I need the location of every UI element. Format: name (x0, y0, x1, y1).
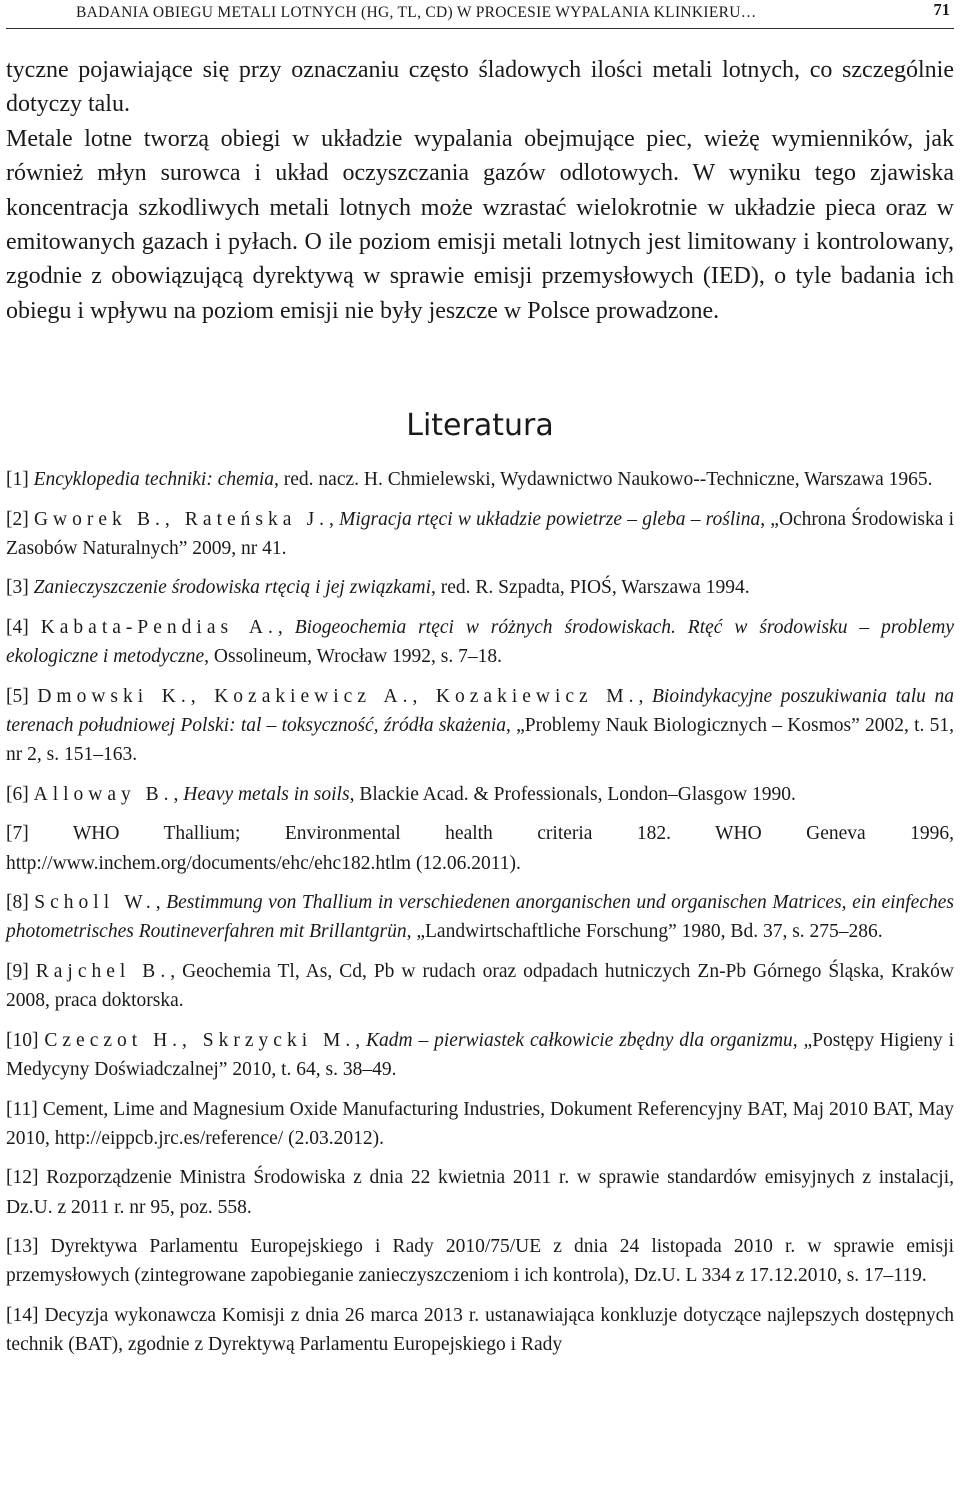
reference-number: [13] (6, 1236, 51, 1258)
paragraph-continuation: tyczne pojawiające się przy oznaczaniu często śladowych ilości metali lotnych, co szczególnie dotyczy talu. (6, 57, 954, 118)
reference-number: [7] (6, 823, 73, 845)
reference-number: [3] (6, 577, 34, 599)
body-text (6, 53, 954, 328)
reference-item-1 (6, 465, 954, 494)
reference-details: Cement, Lime and Magnesium Oxide Manufacturing Industries, Dokument Referencyjny BAT, Maj 2010 BAT, May 2010, http://eippcb.jrc.es/reference/ (2.03.2012). (6, 1098, 954, 1149)
reference-item-3 (6, 573, 954, 602)
reference-number: [12] (6, 1167, 47, 1189)
reference-details: , red. nacz. H. Chmielewski, Wydawnictwo Naukowo--Techniczne, Warszawa 1965. (274, 469, 933, 490)
reference-number: [4] (6, 616, 41, 638)
reference-title: Heavy metals in soils (183, 783, 350, 805)
reference-details: Rozporządzenie Ministra Środowiska z dnia 22 kwietnia 2011 r. w sprawie standardów emisyjnych z instalacji, Dz.U. z 2011 r. nr 95, poz. 558. (6, 1167, 954, 1218)
running-header (6, 0, 954, 29)
reference-number: [5] (6, 685, 38, 707)
reference-separator: , (277, 616, 295, 638)
reference-title: Bioindykacyjne poszukiwania talu na terenach południowej Polski: tal – toksyczność, źródła skażenia (6, 685, 955, 736)
reference-item-14 (6, 1301, 954, 1359)
reference-number: [2] (6, 508, 34, 530)
reference-authors: Dmowski K., Kozakiewicz A., Kozakiewicz M. (37, 685, 639, 707)
reference-number: [6] (6, 783, 34, 805)
reference-item-7 (6, 819, 954, 877)
reference-item-9 (6, 957, 954, 1015)
reference-item-13 (6, 1232, 954, 1290)
page-number: 71 (933, 0, 950, 19)
reference-number: [10] (6, 1029, 45, 1051)
reference-item-6 (6, 780, 954, 809)
reference-separator: , (638, 685, 653, 707)
reference-number: [1] (6, 469, 34, 490)
reference-number: [14] (6, 1304, 45, 1326)
reference-details: Decyzja wykonawcza Komisji z dnia 26 marca 2013 r. ustanawiająca konkluzje dotyczące najlepszych dostępnych technik (BAT), zgodnie z Dyrektywą Parlamentu Europejskiego i Rady (6, 1304, 954, 1356)
reference-authors: Gworek B., Rateńska J. (33, 508, 330, 530)
reference-separator: , (155, 892, 167, 914)
reference-item-4 (6, 613, 954, 671)
running-title: BADANIA OBIEGU METALI LOTNYCH (HG, TL, CD) W PROCESIE WYPALANIA KLINKIERU… (76, 4, 757, 21)
reference-number: [9] (6, 960, 36, 982)
reference-item-11 (6, 1095, 954, 1153)
paragraph-metals-cycles: Metale lotne tworzą obiegi w układzie wypalania obejmujące piec, wieżę wymienników, jak również młyn surowca i układ oczyszczania gazów odlotowych. W wyniku tego zjawiska koncentracja szkodliwych metali lotnych może wzrastać wielokrotnie w układzie pieca oraz w emitowanych gazach i pyłach. O ile poziom emisji metali lotnych jest limitowany i kontrolowany, zgodnie z obowiązującą dyrektywą w sprawie emisji przemysłowych (IED), o tyle badania ich obiegu i wpływu na poziom emisji nie były jeszcze w Polsce prowadzone. (6, 125, 954, 324)
reference-authors: Alloway B. (33, 783, 174, 805)
reference-title: Biogeochemia rtęci w różnych środowiskach. Rtęć w środowisku – problemy ekologiczne i metodyczne (6, 616, 954, 668)
reference-authors: Rajchel B. (35, 960, 171, 982)
reference-item-2 (6, 505, 954, 563)
reference-title: Zanieczyszczenie środowiska rtęcią i jej związkami (33, 577, 431, 599)
reference-title: Migracja rtęci w układzie powietrze – gleba – roślina (339, 508, 761, 530)
reference-details: , „Postępy Higieny i Medycyny Doświadczalnej” 2010, t. 64, s. 38–49. (6, 1029, 954, 1080)
section-heading-literature: Literatura (406, 408, 554, 443)
reference-details: , „Landwirtschaftliche Forschung” 1980, Bd. 37, s. 275–286. (406, 921, 883, 943)
reference-separator: , (355, 1029, 367, 1051)
reference-authors: Czeczot H., Skrzycki M. (44, 1029, 356, 1051)
reference-details: , red. R. Szpadta, PIOŚ, Warszawa 1994. (431, 577, 750, 599)
reference-number: [11] (6, 1098, 43, 1120)
reference-list (6, 465, 954, 1370)
reference-details: , „Ochrona Środowiska i Zasobów Naturalnych” 2009, nr 41. (6, 508, 954, 559)
reference-separator: , (173, 783, 184, 805)
reference-authors: Kabata-Pendias A. (40, 616, 278, 638)
reference-title: Encyklopedia techniki: chemia (33, 469, 275, 490)
reference-item-10 (6, 1026, 954, 1084)
reference-details: Dyrektywa Parlamentu Europejskiego i Rady 2010/75/UE z dnia 24 listopada 2010 r. w sprawie emisji przemysłowych (zintegrowane zapobieganie zanieczyszczeniom i ich kontrola), Dz.U. L 334 z 17.12.2010, s. 17–119. (6, 1236, 954, 1287)
reference-details: , Geochemia Tl, As, Cd, Pb w rudach oraz odpadach hutniczych Zn-Pb Górnego Śląska, Kraków 2008, praca doktorska. (6, 960, 954, 1012)
reference-details: , „Problemy Nauk Biologicznych – Kosmos” 2002, t. 51, nr 2, s. 151–163. (6, 714, 954, 766)
reference-number: [8] (6, 892, 35, 914)
reference-item-8 (6, 888, 954, 946)
reference-details: , Ossolineum, Wrocław 1992, s. 7–18. (204, 646, 503, 668)
reference-details: WHO Thallium; Environmental health criteria 182. WHO Geneva 1996, http://www.inchem.org/documents/ehc/ehc182.htlm (12.06.2011). (6, 823, 954, 874)
reference-authors: Scholl W. (34, 892, 156, 914)
reference-title: Kadm – pierwiastek całkowicie zbędny dla organizmu (366, 1029, 793, 1051)
reference-separator: , (329, 508, 340, 530)
reference-details: , Blackie Acad. & Professionals, London–Glasgow 1990. (349, 783, 796, 805)
reference-item-12 (6, 1163, 954, 1221)
reference-title: Bestimmung von Thallium in verschiedenen anorganischen und organischen Matrices, ein einfeches photometrisches Routineverfahren mit Brillantgrün (6, 892, 954, 943)
reference-item-5 (6, 682, 954, 770)
